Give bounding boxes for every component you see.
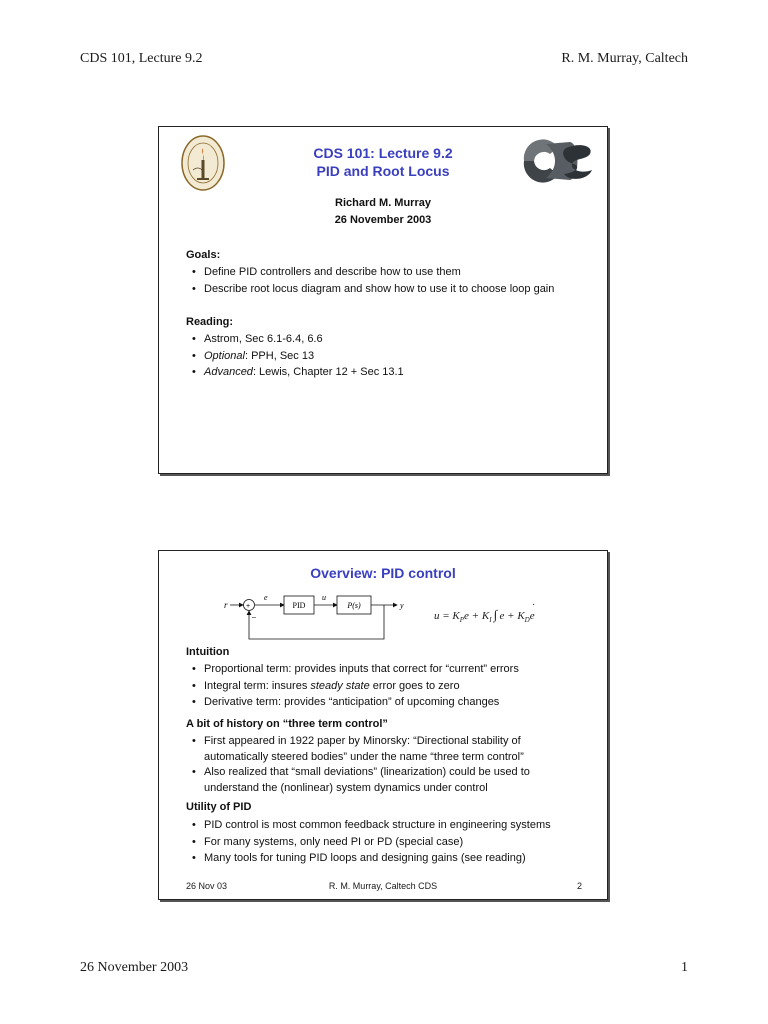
slide-author: Richard M. Murray: [335, 197, 431, 209]
list-item: • Also realized that “small deviations” (linearization) could be used to understand the (nonlinear) system dynamics under control: [186, 765, 530, 796]
reading-heading: Reading:: [186, 316, 234, 328]
slide-footer-author: R. M. Murray, Caltech CDS: [328, 881, 438, 891]
slide-title: Overview: PID control: [310, 565, 456, 581]
intuition-list: [186, 661, 519, 711]
list-item: • Optional: PPH, Sec 13: [186, 348, 404, 365]
goals-heading: Goals:: [186, 249, 221, 261]
pid-block-label: PID: [292, 601, 306, 610]
signal-r-label: r: [224, 600, 228, 610]
caltech-seal-logo: [180, 134, 226, 192]
signal-u-label: u: [322, 593, 326, 602]
history-heading: A bit of history on “three term control”: [186, 718, 388, 730]
page-header-left: CDS 101, Lecture 9.2: [80, 51, 203, 66]
list-item: • First appeared in 1922 paper by Minorsky: “Directional stability of automatically steered bodies” under the name “three term control”: [186, 734, 530, 765]
reading-list: [186, 331, 404, 381]
slide-title-line1: CDS 101: Lecture 9.2: [313, 145, 453, 161]
list-item: • Define PID controllers and describe how to use them: [186, 264, 554, 281]
cds-logo: [520, 138, 596, 184]
list-item: • Many tools for tuning PID loops and designing gains (see reading): [186, 850, 551, 867]
intuition-heading: Intuition: [186, 646, 230, 658]
pid-equation: $u = K_Pe + K_I$ ∫ $e + K_De$ ˙: [434, 602, 536, 625]
slide-date: 26 November 2003: [334, 214, 432, 226]
slide-footer-date: 26 Nov 03: [186, 881, 228, 891]
minus-sign: –: [252, 614, 256, 621]
utility-heading: Utility of PID: [186, 801, 252, 813]
list-item: • Astrom, Sec 6.1-6.4, 6.6: [186, 331, 404, 348]
utility-list: [186, 817, 551, 867]
svg-text:+: +: [246, 603, 251, 610]
plant-block-label: P(s): [347, 601, 361, 610]
slide-footer-page: 2: [576, 881, 582, 891]
page-header-right: R. M. Murray, Caltech: [561, 51, 688, 66]
list-item: • Advanced: Lewis, Chapter 12 + Sec 13.1: [186, 364, 404, 381]
pid-block-diagram: [214, 591, 414, 645]
list-item: • Integral term: insures steady state error goes to zero: [186, 678, 519, 695]
list-item: • Describe root locus diagram and show how to use it to choose loop gain: [186, 281, 554, 298]
slide-overview: [158, 550, 608, 900]
list-item: • PID control is most common feedback structure in engineering systems: [186, 817, 551, 834]
signal-e-label: e: [264, 593, 268, 602]
page-number: 1: [681, 960, 688, 975]
list-item: • Proportional term: provides inputs that correct for “current” errors: [186, 661, 519, 678]
slide-title-line2: PID and Root Locus: [316, 163, 450, 179]
list-item: • Derivative term: provides “anticipation” of upcoming changes: [186, 694, 519, 711]
list-item: • For many systems, only need PI or PD (special case): [186, 834, 551, 851]
goals-list: [186, 264, 554, 297]
signal-y-label: y: [400, 601, 404, 610]
page-footer-date: 26 November 2003: [80, 960, 189, 975]
history-list: [186, 734, 530, 796]
